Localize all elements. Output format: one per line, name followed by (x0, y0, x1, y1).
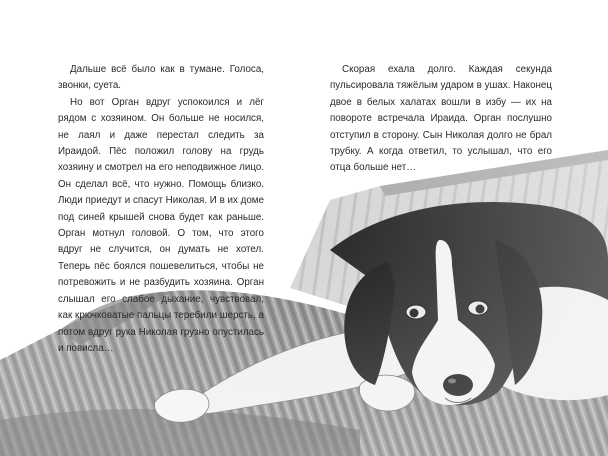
left-page-text (58, 62, 264, 357)
paragraph: Дальше всё было как в тумане. Голоса, звонки, суета. (58, 64, 264, 92)
right-page-text (330, 62, 552, 177)
paragraph: Скорая ехала долго. Каждая секунда пульсировала тяжёлым ударом в ушах. Наконец двое в белых халатах вошли в избу — их на повороте встречала Ираида. Орган послушно отступил в сторону. Сын Николая долго не брал трубку. А когда ответил, то услышал, что его отца больше нет… (330, 64, 552, 174)
paragraph: Но вот Орган вдруг успокоился и лёг рядом с хозяином. Он больше не носился, не лаял и даже перестал следить за Ираидой. Пёс положил голову на грудь хозяину и смотрел на его неподвижное лицо. Он сделал всё, что нужно. Помощь близко. Люди приедут и спасут Николая. И в их доме под синей крышей снова будет как раньше. Орган мотнул головой. О том, что этого вдруг не случится, он думать не хотел. Теперь пёс боялся пошевелиться, чтобы не потревожить и не разбудить хозяина. Орган слышал его слабое дыхание, чувствовал, как крючковатые пальцы теребили шерсть, а потом вдруг рука Николая грузно опустилась и повисла… (58, 96, 264, 354)
